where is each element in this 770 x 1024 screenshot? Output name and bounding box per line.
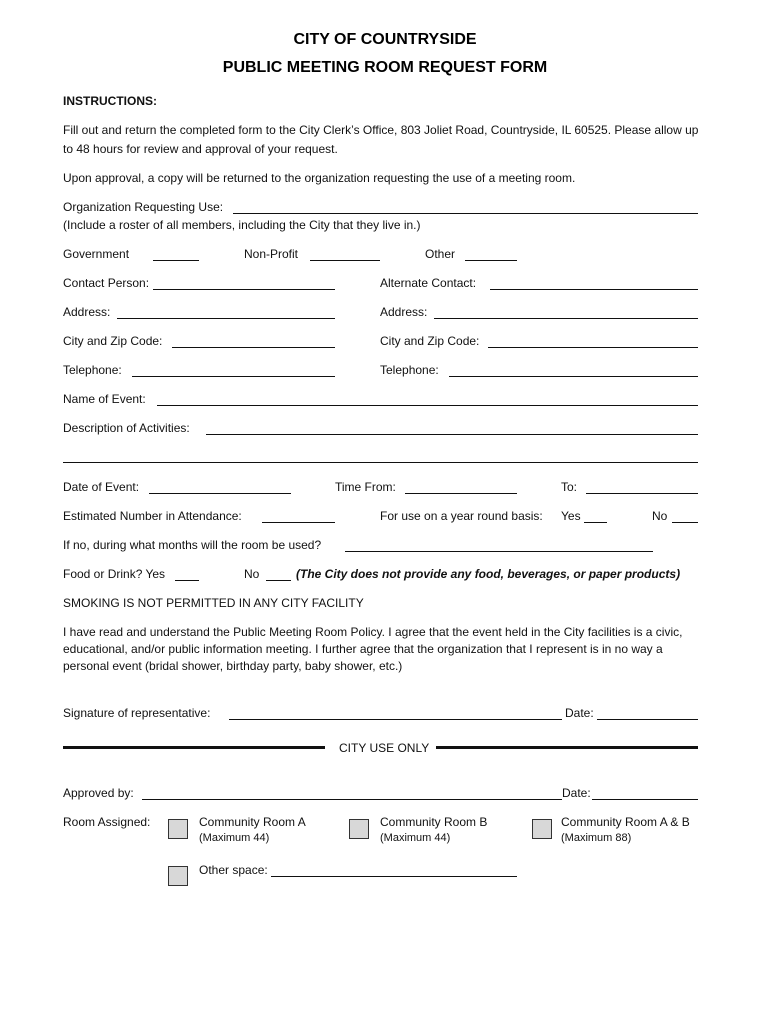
government-label: Government <box>63 247 130 261</box>
other-field[interactable] <box>465 260 517 261</box>
nonprofit-label: Non-Profit <box>244 247 299 261</box>
other-label: Other <box>425 247 456 261</box>
signature-field[interactable] <box>229 719 562 720</box>
time-to-field[interactable] <box>586 493 698 494</box>
food-yes-field[interactable] <box>175 580 199 581</box>
alternate-telephone-label: Telephone: <box>380 363 439 377</box>
time-from-field[interactable] <box>405 493 517 494</box>
attendance-label: Estimated Number in Attendance: <box>63 509 242 523</box>
year-round-yes-field[interactable] <box>584 522 607 523</box>
agreement-paragraph: I have read and understand the Public Meeting Room Policy. I agree that the event held in the City facilities is a civic, educational, and/or public information meeting. I further agree that the organization that I represent is in no way a personal event (bridal shower, birthday party, baby shower, etc.) <box>63 625 683 673</box>
room-a-b-label: Community Room A & B <box>561 815 690 829</box>
food-drink-label: Food or Drink? Yes <box>63 567 166 581</box>
city-use-divider-right <box>436 746 698 749</box>
event-name-label: Name of Event: <box>63 392 146 406</box>
organization-label: Organization Requesting Use: <box>63 200 224 214</box>
other-space-checkbox[interactable] <box>168 866 188 886</box>
alternate-contact-field[interactable] <box>490 289 698 290</box>
event-date-field[interactable] <box>149 493 291 494</box>
government-field[interactable] <box>153 260 199 261</box>
year-round-yes-label: Yes <box>561 509 581 523</box>
alternate-city-zip-label: City and Zip Code: <box>380 334 480 348</box>
approved-by-field[interactable] <box>142 799 562 800</box>
food-note: (The City does not provide any food, beverages, or paper products) <box>296 567 681 581</box>
smoking-notice: SMOKING IS NOT PERMITTED IN ANY CITY FACILITY <box>63 596 364 610</box>
contact-person-label: Contact Person: <box>63 276 150 290</box>
room-a-capacity: (Maximum 44) <box>199 832 270 844</box>
event-date-label: Date of Event: <box>63 480 140 494</box>
form-title-city: CITY OF COUNTRYSIDE <box>293 31 477 48</box>
instructions-paragraph: Fill out and return the completed form to the City Clerk’s Office, 803 Joliet Road, Countryside, IL 60525. Please allow up to 48 hours for review and approval of your request. <box>63 123 699 156</box>
room-a-checkbox[interactable] <box>168 819 188 839</box>
organization-field[interactable] <box>233 213 698 214</box>
alternate-address-field[interactable] <box>434 318 698 319</box>
room-b-label: Community Room B <box>380 815 488 829</box>
food-no-field[interactable] <box>266 580 291 581</box>
city-use-divider-left <box>63 746 325 749</box>
year-round-no-label: No <box>652 509 668 523</box>
room-b-capacity: (Maximum 44) <box>380 832 451 844</box>
event-name-field[interactable] <box>157 405 698 406</box>
room-a-b-checkbox[interactable] <box>532 819 552 839</box>
form-title: PUBLIC MEETING ROOM REQUEST FORM <box>222 59 548 76</box>
time-to-label: To: <box>561 480 578 494</box>
signature-date-label: Date: <box>565 706 594 720</box>
year-round-label: For use on a year round basis: <box>380 509 543 523</box>
telephone-label: Telephone: <box>63 363 122 377</box>
nonprofit-field[interactable] <box>310 260 380 261</box>
instructions-heading: INSTRUCTIONS: <box>63 94 157 108</box>
alternate-city-zip-field[interactable] <box>488 347 698 348</box>
approved-by-label: Approved by: <box>63 786 134 800</box>
city-use-heading: CITY USE ONLY <box>339 741 430 755</box>
description-field[interactable] <box>206 434 698 435</box>
food-no-label: No <box>244 567 260 581</box>
time-from-label: Time From: <box>335 480 396 494</box>
alternate-contact-label: Alternate Contact: <box>380 276 477 290</box>
alternate-address-label: Address: <box>380 305 428 319</box>
approved-date-field[interactable] <box>592 799 698 800</box>
organization-note: (Include a roster of all members, including the City that they live in.) <box>63 218 421 232</box>
approved-date-label: Date: <box>562 786 591 800</box>
address-label: Address: <box>63 305 111 319</box>
city-zip-field[interactable] <box>172 347 335 348</box>
months-field[interactable] <box>345 551 653 552</box>
room-a-b-capacity: (Maximum 88) <box>561 832 632 844</box>
room-b-checkbox[interactable] <box>349 819 369 839</box>
other-space-field[interactable] <box>271 876 517 877</box>
year-round-no-field[interactable] <box>672 522 698 523</box>
other-space-label: Other space: <box>199 863 268 877</box>
room-assigned-label: Room Assigned: <box>63 815 151 829</box>
telephone-field[interactable] <box>132 376 335 377</box>
description-label: Description of Activities: <box>63 421 190 435</box>
approval-note: Upon approval, a copy will be returned to the organization requesting the use of a meeting room. <box>63 171 576 185</box>
attendance-field[interactable] <box>262 522 335 523</box>
address-field[interactable] <box>117 318 335 319</box>
months-label: If no, during what months will the room be used? <box>63 538 322 552</box>
city-zip-label: City and Zip Code: <box>63 334 163 348</box>
contact-person-field[interactable] <box>153 289 335 290</box>
room-a-label: Community Room A <box>199 815 306 829</box>
signature-date-field[interactable] <box>597 719 698 720</box>
signature-label: Signature of representative: <box>63 706 211 720</box>
description-field-line-2[interactable] <box>63 462 698 463</box>
alternate-telephone-field[interactable] <box>449 376 698 377</box>
